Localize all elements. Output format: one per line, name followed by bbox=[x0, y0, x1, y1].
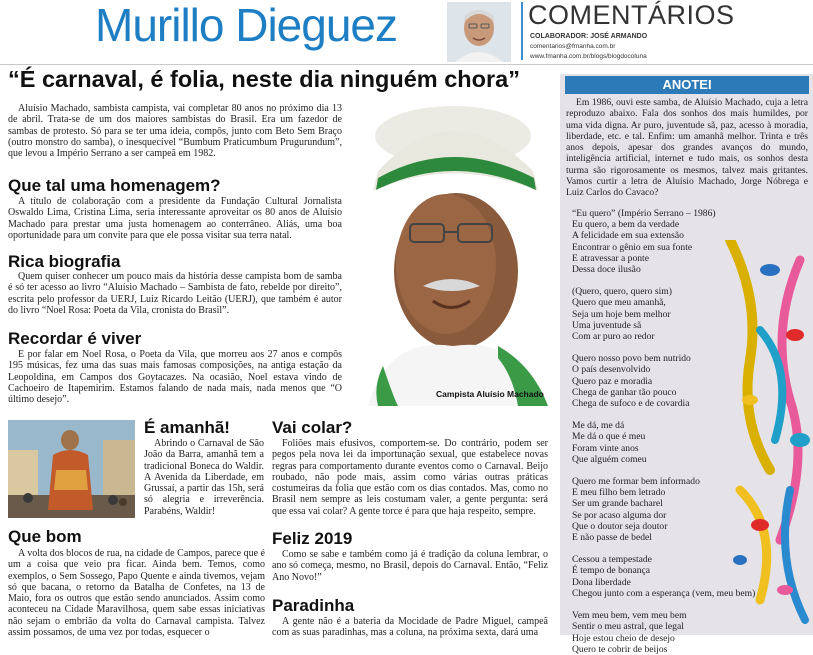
lyrics-line: Cessou a tempestade bbox=[572, 554, 652, 566]
columnist-name: Murillo Dieguez bbox=[95, 0, 398, 51]
lyrics-line: Quero que meu amanhã, bbox=[572, 297, 666, 309]
body-que-bom: A volta dos blocos de rua, na cidade de Campos, parece que é um a coisa que veio pra ficar. Ainda bem. Temos, como exemplos, o Sem Sossego, Papo Quente e ainda tivemos, vejam só que bacana, o retorno da Batalha de Confetes, na 13 de Maio, fora os outros que estão sendo anunciados. Assim como aconteceu na Cidade Maravilhosa, quem sabe essas iniciativas não sejam o embrião da volta do Carnaval campista. Talvez assim possamos, de uma vez por todas, esquecer o bbox=[8, 548, 265, 639]
lyrics-line: Quero paz e moradia bbox=[572, 375, 653, 387]
contact-email: comentarios@fmanha.com.br bbox=[530, 43, 616, 50]
heading-amanha: É amanhã! bbox=[144, 418, 230, 437]
heading-paradinha: Paradinha bbox=[272, 596, 355, 615]
lyrics-line: É tempo de bonança bbox=[572, 565, 651, 577]
lyrics-line: Chega de ganhar tão pouco bbox=[572, 386, 677, 398]
lyrics-line: Quero te cobrir de beijos bbox=[572, 643, 668, 655]
lyrics-line: Me dá, me dá bbox=[572, 420, 625, 432]
collaborator-credit: COLABORADOR: JOSÉ ARMANDO bbox=[530, 33, 648, 40]
lyrics-stanza-gap bbox=[572, 465, 772, 476]
masthead bbox=[0, 0, 813, 66]
body-biografia: Quem quiser conhecer um pouco mais da história desse campista bom de samba é só ter acesso ao livro “Aluísio Machado – Sambista de fato, rebelde por direito”, escrita pelo professor da UERJ, Luiz Ricardo Leitão (UERJ), que também é autor do livro “Noel Rosa: Poeta da Vila, cronista do Brasil”. bbox=[8, 271, 342, 316]
lyrics-stanza-gap bbox=[572, 543, 772, 554]
lyrics-stanza-gap bbox=[572, 342, 772, 353]
body-amanha: Abrindo o Carnaval de São João da Barra, amanhã tem a tradicional Boneca do Waldir. A Avenida da Liberdade, em Grussaí, a partir das 15h, será só alegria e irreverência. Parabéns, Waldir! bbox=[144, 438, 264, 517]
samba-lyrics bbox=[572, 208, 772, 655]
headline: “É carnaval, é folia, neste dia ninguém chora” bbox=[8, 66, 520, 92]
lyrics-line: Ser um grande bacharel bbox=[572, 498, 663, 510]
columnist-photo bbox=[447, 2, 511, 62]
heading-vai-colar: Vai colar? bbox=[272, 418, 353, 437]
lyrics-line: Quero me formar bem informado bbox=[572, 476, 700, 488]
lyrics-line: Foram vinte anos bbox=[572, 442, 639, 454]
heading-homenagem: Que tal uma homenagem? bbox=[8, 176, 221, 195]
lyrics-line: Com ar puro ao redor bbox=[572, 331, 655, 343]
heading-que-bom: Que bom bbox=[8, 527, 82, 546]
lyrics-line: Dessa doce ilusão bbox=[572, 264, 641, 276]
lyrics-line: Se por acaso alguma dor bbox=[572, 509, 667, 521]
masthead-divider bbox=[521, 2, 523, 60]
body-paradinha: A gente não é a bateria da Mocidade de Padre Miguel, campeã com as suas paradinhas, mas a coluna, na próxima sexta, dará uma bbox=[272, 616, 548, 639]
anotei-intro: Em 1986, ouvi este samba, de Aluísio Machado, cuja a letra reproduzo abaixo. Fala dos sonhos dos mais humildes, por uma vida digna. Ar puro, juventude sã, paz, acesso à moradia, liberdade, etc. e tal. Enfim: um amanhã melhor. Trinta e três anos depois, apesar dos grandes avanços do mundo, inteligência artificial, internet e tudo mais, os sonhos desta turma são rigorosamente os mesmos, talvez mais gritantes. Vamos curtir a letra de Aluísio Machado, Jorge Nóbrega e Luiz Carlos do Cavaco? bbox=[566, 97, 808, 199]
lyrics-line: Chega de sufoco e de covardia bbox=[572, 398, 690, 410]
photo-aluisio-machado bbox=[348, 96, 558, 406]
photo-caption: Campista Aluísio Machado bbox=[436, 389, 544, 399]
blog-url: www.fmanha.com.br/blogs/blogdocoluna bbox=[530, 53, 647, 60]
anotei-title-bar: ANOTEI bbox=[565, 76, 809, 94]
heading-biografia: Rica biografia bbox=[8, 252, 121, 271]
lyrics-stanza-gap bbox=[572, 275, 772, 286]
heading-recordar: Recordar é viver bbox=[8, 329, 142, 348]
body-vai-colar: Foliões mais efusivos, comportem-se. Do contrário, podem ser pegos pela nova lei da importunação sexual, que estabelece novas regras para comportamento durante eventos como o Carnaval. Beijo roubado, não pode mais, assim como várias outras práticas costumeiras da folia que estão com os dias contados. Mas, como no Brasil nem sempre as leis costumam valer, a gente pergunta: será que essa vai colar? A gente torce é para que haja respeito, sempre. bbox=[272, 438, 548, 517]
heading-feliz-2019: Feliz 2019 bbox=[272, 529, 353, 548]
lyrics-line: Hoje estou cheio de desejo bbox=[572, 632, 675, 644]
lyrics-line: A felicidade em sua extensão bbox=[572, 230, 684, 242]
lyrics-stanza-gap bbox=[572, 599, 772, 610]
lyrics-line: Seja um hoje bem melhor bbox=[572, 308, 671, 320]
photo-boneca-do-waldir bbox=[8, 420, 135, 518]
body-homenagem: A título de colaboração com a presidente da Fundação Cultural Jornalista Oswaldo Lima, Cristina Lima, seria interessante aproveitar os 80 anos de Aluísio Machado para prestar uma justa homenagem ao conterrâneo. Aliás, uma boa oportunidade para um convite para que ele possa visitar sua terra natal. bbox=[8, 196, 342, 241]
body-recordar: E por falar em Noel Rosa, o Poeta da Vila, que morreu aos 27 anos e compôs 195 músicas, fez uma das suas mais famosas composições, na antiga estação da Leopoldina, em Campos dos Goytacazes. Na ocasião, Noel estava vindo de Cachoeiro de Itapemirim. Estamos falando de nada mais, nada menos que “O último desejo”. bbox=[8, 349, 342, 406]
lyrics-stanza-gap bbox=[572, 409, 772, 420]
section-title: COMENTÁRIOS bbox=[528, 0, 735, 30]
lyrics-line: O país desenvolvido bbox=[572, 364, 651, 376]
body-feliz-2019: Como se sabe e também como já é tradição da coluna lembrar, o ano só começa, mesmo, no Brasil, depois do Carnaval. Então, “Feliz Ano Novo!” bbox=[272, 549, 548, 583]
lyrics-line: Me dá o que é meu bbox=[572, 431, 646, 443]
lyrics-line: Encontrar o gênio em sua fonte bbox=[572, 241, 693, 253]
lyrics-line: Vem meu bem, vem meu bem bbox=[572, 610, 687, 622]
lyrics-line: Dona liberdade bbox=[572, 576, 631, 588]
lyrics-line: E não passe de bedel bbox=[572, 532, 652, 544]
lyrics-line: E atravessar a ponte bbox=[572, 252, 649, 264]
lyrics-line: Chegou junto com a esperança (vem, meu bem) bbox=[572, 587, 756, 599]
lyrics-line: Quero nosso povo bem nutrido bbox=[572, 353, 691, 365]
masthead-rule bbox=[0, 64, 813, 65]
lyrics-line: (Quero, quero, quero sim) bbox=[572, 286, 672, 298]
lyrics-line: “Eu quero” (Império Serrano – 1986) bbox=[572, 208, 716, 219]
lyrics-line: Sentir o meu astral, que legal bbox=[572, 621, 684, 633]
lyrics-line: E meu filho bem letrado bbox=[572, 487, 666, 499]
lyrics-line: Que alguém comeu bbox=[572, 453, 647, 465]
lyrics-line: Que o doutor seja doutor bbox=[572, 520, 668, 532]
intro-paragraph: Aluísio Machado, sambista campista, vai completar 80 anos no próximo dia 13 de abril. Trata-se de um dos maiores sambistas do Brasil. Era um fazedor de sambas de protesto. Só para se ter uma ideia, compôs, junto com Beto Sem Braço (outro monstro do samba), o inesquecível “Bumbum Praticumbum Prugurundum”, que levou a Império Serrano a ser campeã em 1982. bbox=[8, 103, 342, 160]
lyrics-line: Eu quero, a bem da verdade bbox=[572, 219, 680, 231]
lyrics-line: Uma juventude sã bbox=[572, 319, 642, 331]
